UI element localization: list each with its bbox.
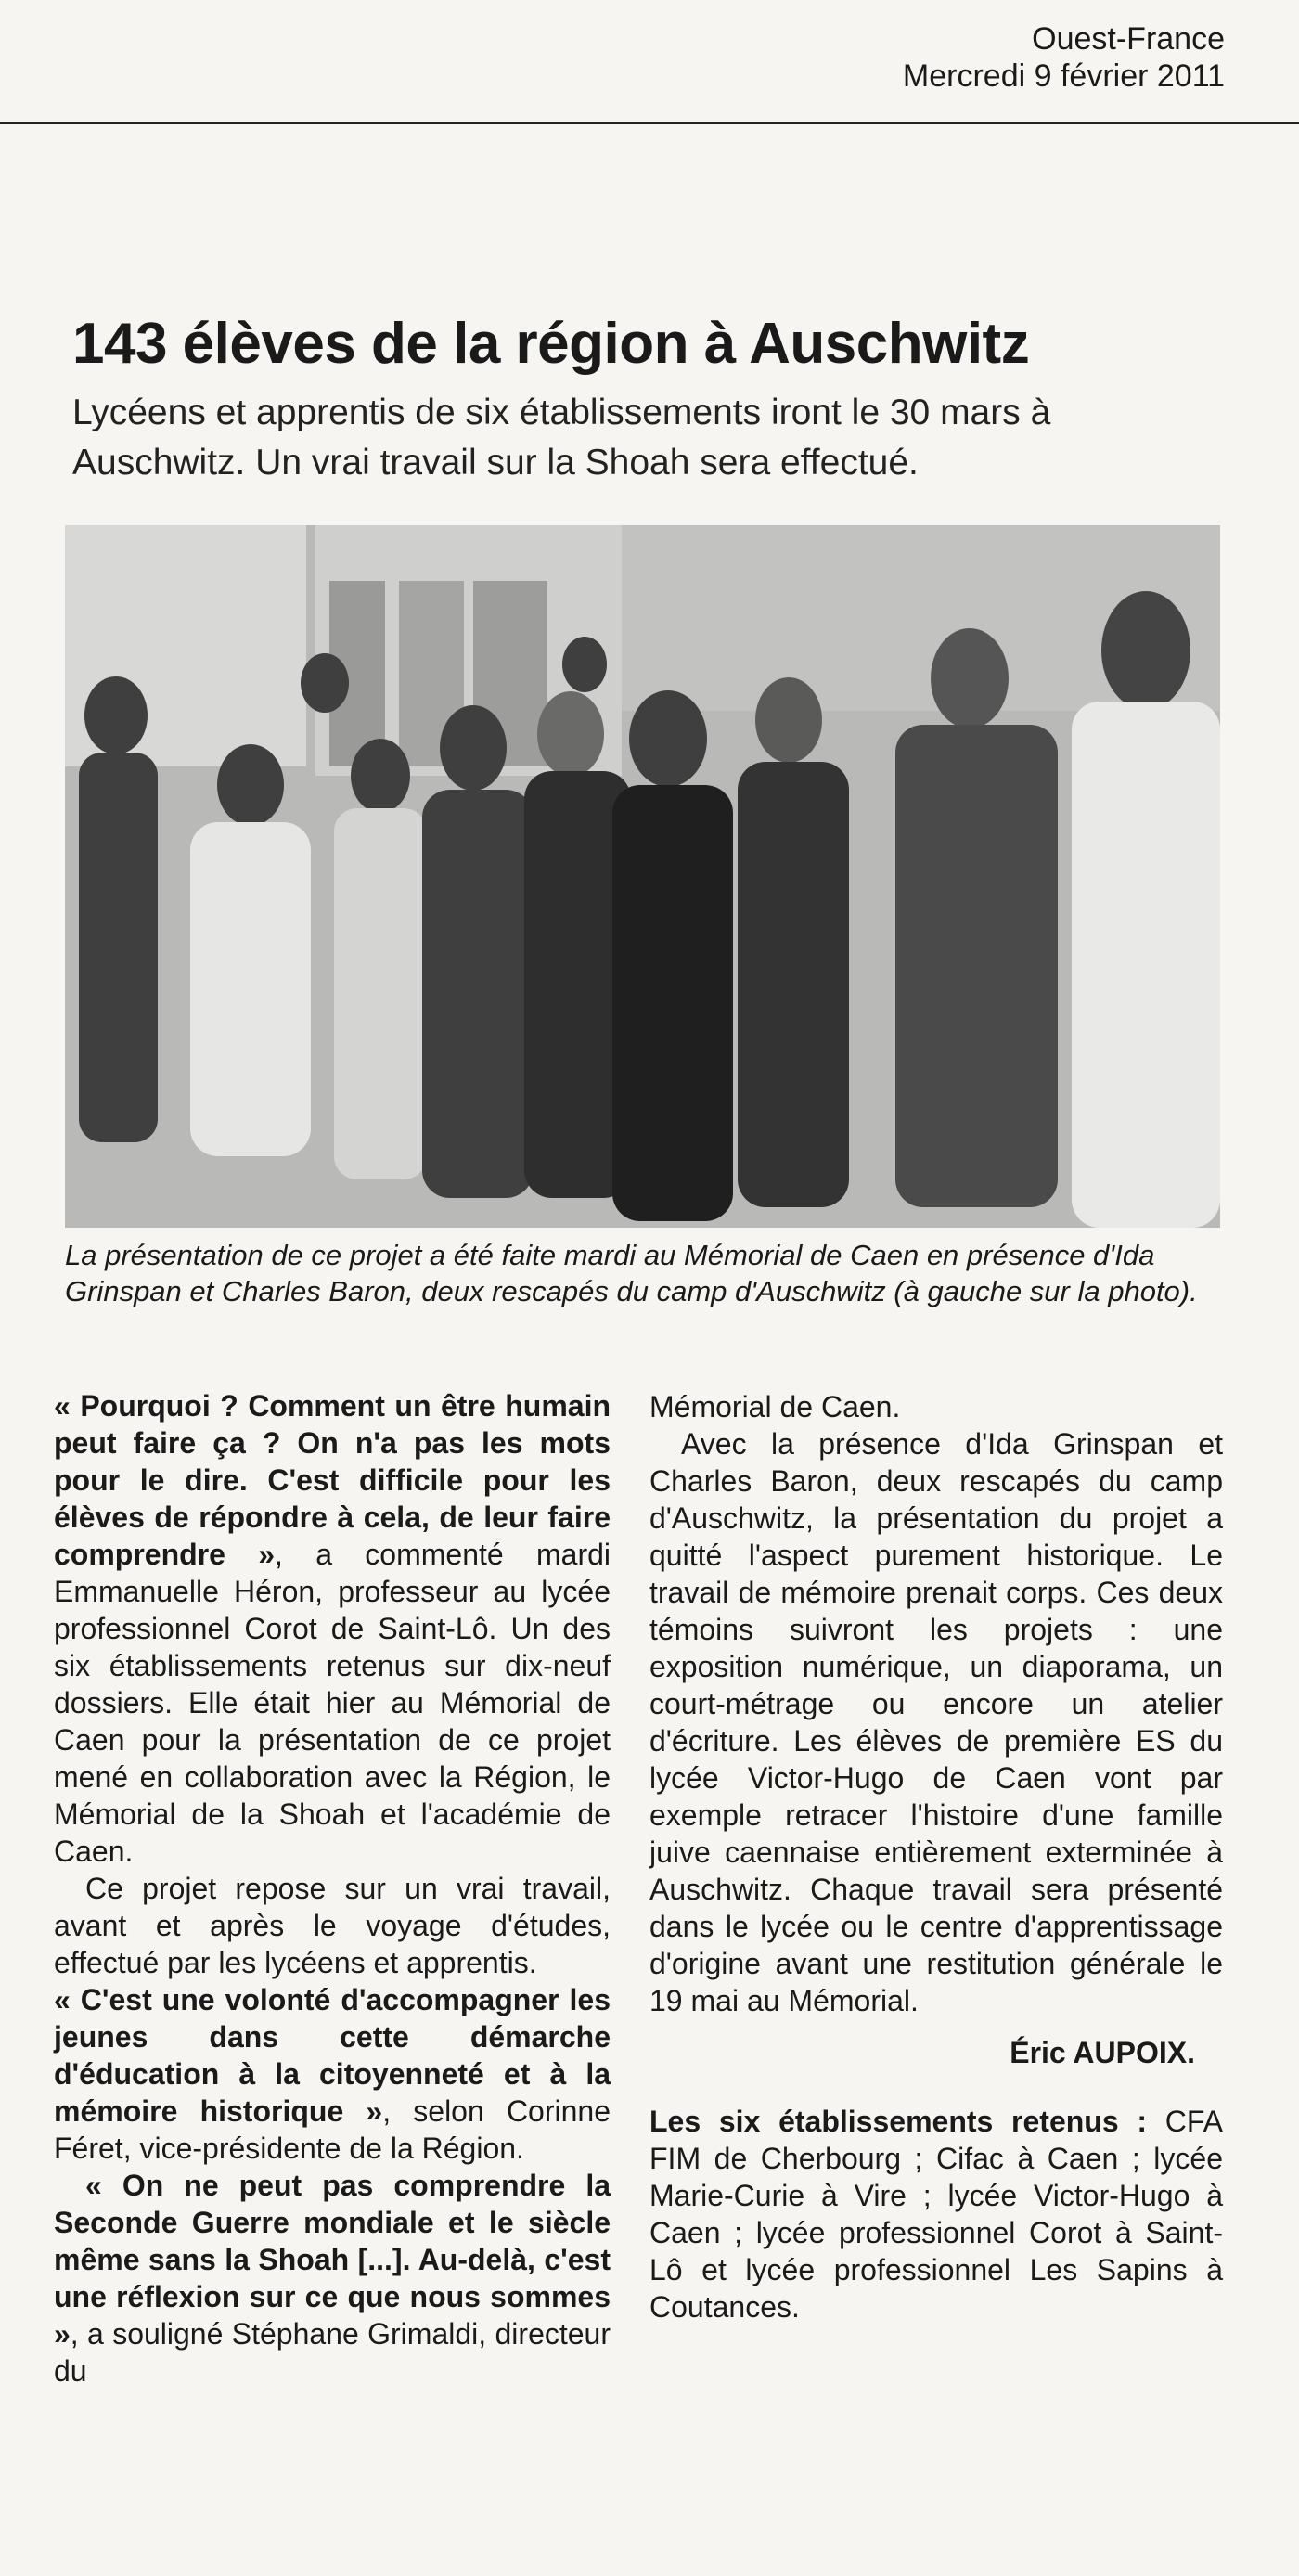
author-signature: Éric AUPOIX. bbox=[1010, 2036, 1195, 2069]
quote-heron: « Pourquoi ? Comment un être humain peut faire ça ? On n'a pas les mots pour le dire. C'est difficile pour les élèves de répondre à cela, de leur faire comprendre » bbox=[54, 1389, 611, 1571]
paragraph-text: , selon Corinne Féret, vice-présidente de la Région. bbox=[54, 2094, 611, 2165]
article-standfirst: Lycéens et apprentis de six établissements iront le 30 mars à Auschwitz. Un vrai travail sur la Shoah sera effectué. bbox=[72, 393, 1051, 483]
newspaper-name: Ouest-France bbox=[1032, 21, 1225, 57]
group-photo-illustration bbox=[65, 525, 1220, 1228]
paragraph-text: , a commenté mardi Emmanuelle Héron, professeur au lycée professionnel Corot de Saint-Lô. Un des six établissements retenus sur dix-neuf dossiers. Elle était hier au Mémorial de Caen pour la présentation de ce projet mené en collaboration avec la Région, le Mémorial de la Shoah et l'académie de Caen. bbox=[54, 1538, 611, 1868]
paragraph: Mémorial de Caen. bbox=[650, 1390, 901, 1423]
article-photo bbox=[65, 525, 1220, 1228]
article-title: 143 élèves de la région à Auschwitz bbox=[72, 312, 1030, 376]
paragraph: Avec la présence d'Ida Grinspan et Charles Baron, deux rescapés du camp d'Auschwitz, la présentation du projet a quitté l'aspect purement historique. Le travail de mémoire prenait corps. Ces deux témoins suivront les projets : une exposition numérique, un diaporama, un court-métrage ou encore un atelier d'écriture. Les élèves de première ES du lycée Victor-Hugo de Caen vont par exemple retracer l'histoire d'une famille juive caennaise entièrement exterminée à Auschwitz. Chaque travail sera présenté dans le lycée ou le centre d'apprentissage d'origine avant une restitution générale le 19 mai au Mémorial. bbox=[650, 1427, 1223, 2017]
paragraph bbox=[54, 1981, 611, 2167]
paragraph: Ce projet repose sur un vrai travail, avant et après le voyage d'études, effectué par les lycéens et apprentis. bbox=[54, 1872, 611, 1979]
paragraph bbox=[54, 1387, 611, 1870]
article-column-right bbox=[650, 1388, 1223, 2325]
header-rule bbox=[0, 122, 1299, 124]
quote-feret: « C'est une volonté d'accompagner les jeunes dans cette démarche d'éducation à la citoyenneté et à la mémoire historique » bbox=[54, 1983, 611, 2128]
masthead bbox=[903, 20, 1225, 95]
quote-grimaldi: « On ne peut pas comprendre la Seconde Guerre mondiale et le siècle même sans la Shoah [...]. Au-delà, c'est une réflexion sur ce que nous sommes » bbox=[54, 2169, 611, 2351]
article-column-left bbox=[54, 1387, 611, 2389]
schools-box-text: CFA FIM de Cherbourg ; Cifac à Caen ; lycée Marie-Curie à Vire ; lycée Victor-Hugo à Caen ; lycée professionnel Corot à Saint-Lô et lycée professionnel Les Sapins à Coutances. bbox=[650, 2105, 1223, 2324]
paragraph bbox=[54, 2167, 611, 2389]
paragraph-text: , a souligné Stéphane Grimaldi, directeur du bbox=[54, 2317, 611, 2388]
schools-box bbox=[650, 2103, 1223, 2325]
schools-box-title: Les six établissements retenus : bbox=[650, 2105, 1148, 2138]
publication-date: Mercredi 9 février 2011 bbox=[902, 58, 1225, 94]
photo-caption: La présentation de ce projet a été faite mardi au Mémorial de Caen en présence d'Ida Grinspan et Charles Baron, deux rescapés du camp d'Auschwitz (à gauche sur la photo). bbox=[65, 1239, 1198, 1307]
